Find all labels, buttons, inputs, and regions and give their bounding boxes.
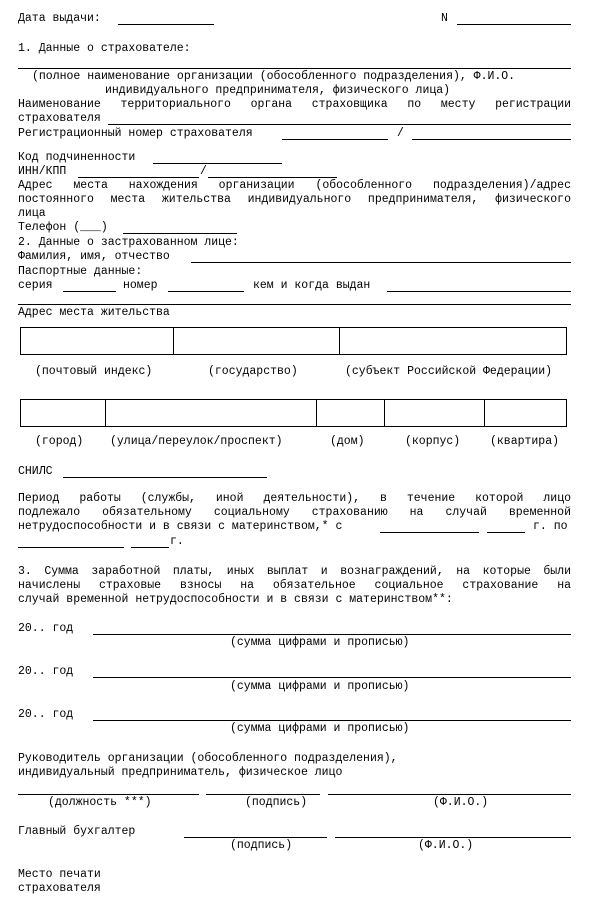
passport-number-label: номер — [123, 279, 158, 292]
period-line-3b: г. по — [533, 520, 568, 533]
subject-caption: (субъект Российской Федерации) — [345, 365, 553, 378]
address-grid-row2 — [20, 399, 567, 427]
phone-field[interactable] — [123, 233, 237, 234]
snils-label: СНИЛС — [18, 465, 53, 478]
kpp-field[interactable] — [208, 177, 337, 178]
accountant-signature-field[interactable] — [184, 837, 327, 838]
section1-title: 1. Данные о страхователе: — [18, 42, 191, 55]
head-label-1: Руководитель организации (обособленного подразделения), — [18, 752, 398, 765]
insurer-name-field[interactable] — [18, 68, 571, 69]
year-sum-field-3[interactable] — [93, 720, 571, 721]
period-to-year-field[interactable] — [131, 547, 169, 548]
city-cell[interactable] — [21, 400, 106, 426]
reg-slash: / — [397, 127, 404, 140]
issued-field[interactable] — [387, 291, 571, 292]
inn-label: ИНН/КПП — [18, 165, 67, 178]
fio-field[interactable] — [191, 262, 571, 263]
chief-accountant-label: Главный бухгалтер — [18, 825, 136, 838]
building-caption: (корпус) — [405, 435, 461, 448]
apartment-caption: (квартира) — [490, 435, 560, 448]
passport-number-field[interactable] — [168, 291, 244, 292]
postal-index-cell[interactable] — [21, 328, 174, 354]
state-caption: (государство) — [208, 365, 298, 378]
stamp-label-1: Место печати — [18, 868, 101, 881]
sum-caption-2: (сумма цифрами и прописью) — [230, 680, 410, 693]
reg-number-field-1[interactable] — [282, 139, 388, 140]
head-fio-caption: (Ф.И.О.) — [433, 796, 489, 809]
subordination-field[interactable] — [153, 163, 282, 164]
inn-field[interactable] — [78, 177, 199, 178]
postal-index-caption: (почтовый индекс) — [35, 365, 153, 378]
snils-field[interactable] — [63, 477, 267, 478]
period-to-field[interactable] — [18, 547, 124, 548]
territorial-field[interactable] — [108, 124, 571, 125]
section3-line-2: начислены страховые взносы на обязательное социальное страхование на — [18, 579, 571, 592]
territorial-label-2: страхователя — [18, 112, 101, 125]
head-label-2: индивидуальный предприниматель, физическое лицо — [18, 766, 343, 779]
period-from-year-field[interactable] — [487, 532, 525, 533]
issue-date-label: Дата выдачи: — [18, 12, 101, 25]
head-fio-field[interactable] — [328, 794, 571, 795]
year-label-1: 20.. год — [18, 622, 74, 635]
passport-label: Паспортные данные: — [18, 265, 143, 278]
address-label-3: лица — [18, 207, 46, 220]
inn-slash: / — [200, 165, 207, 178]
issue-date-field[interactable] — [118, 24, 214, 25]
head-signature-field[interactable] — [206, 794, 320, 795]
position-caption: (должность ***) — [48, 796, 152, 809]
year-label-3: 20.. год — [18, 708, 74, 721]
year-sum-field-2[interactable] — [93, 677, 571, 678]
accountant-fio-field[interactable] — [335, 837, 571, 838]
section2-title: 2. Данные о застрахованном лице: — [18, 236, 239, 249]
address-label-2: постоянного места жительства индивидуального предпринимателя, физического — [18, 193, 571, 206]
subordination-label: Код подчиненности — [18, 151, 136, 164]
residence-label: Адрес места жительства — [18, 306, 170, 319]
year-label-2: 20.. год — [18, 665, 74, 678]
reg-number-label: Регистрационный номер страхователя — [18, 127, 253, 140]
fio-label: Фамилия, имя, отчество — [18, 250, 170, 263]
city-caption: (город) — [35, 435, 84, 448]
street-caption: (улица/переулок/проспект) — [110, 435, 283, 448]
section3-line-3: случай временной нетрудоспособности и в связи с материнством**: — [18, 593, 453, 606]
period-line-3a: нетрудоспособности и в связи с материнством,* с — [18, 520, 343, 533]
accountant-signature-caption: (подпись) — [230, 839, 293, 852]
street-cell[interactable] — [106, 400, 317, 426]
number-field[interactable] — [457, 24, 571, 25]
sum-caption-1: (сумма цифрами и прописью) — [230, 636, 410, 649]
building-cell[interactable] — [385, 400, 485, 426]
period-line-2: подлежало обязательному социальному страхованию на случай временной — [18, 506, 571, 519]
house-caption: (дом) — [330, 435, 365, 448]
sum-caption-3: (сумма цифрами и прописью) — [230, 722, 410, 735]
address-grid-row1 — [20, 327, 567, 355]
subject-cell[interactable] — [340, 328, 566, 354]
issued-field-2[interactable] — [18, 304, 571, 305]
house-cell[interactable] — [317, 400, 385, 426]
reg-number-field-2[interactable] — [412, 139, 571, 140]
insurer-caption-2: индивидуального предпринимателя, физического лица) — [105, 84, 451, 97]
section3-line-1: 3. Сумма заработной платы, иных выплат и вознаграждений, на которые были — [18, 565, 571, 578]
series-label: серия — [18, 279, 53, 292]
year-sum-field-1[interactable] — [93, 634, 571, 635]
apartment-cell[interactable] — [485, 400, 566, 426]
period-line-4: г. — [170, 535, 184, 548]
address-label-1: Адрес места нахождения организации (обособленного подразделения)/адрес — [18, 179, 571, 192]
period-line-1: Период работы (службы, иной деятельности), в течение которой лицо — [18, 492, 571, 505]
stamp-label-2: страхователя — [18, 882, 101, 895]
series-field[interactable] — [63, 291, 116, 292]
head-signature-caption: (подпись) — [245, 796, 308, 809]
state-cell[interactable] — [174, 328, 340, 354]
number-label: N — [441, 12, 448, 25]
accountant-fio-caption: (Ф.И.О.) — [418, 839, 474, 852]
insurer-caption-1: (полное наименование организации (обособленного подразделения), Ф.И.О. — [32, 70, 516, 83]
head-position-field[interactable] — [18, 794, 199, 795]
issued-label: кем и когда выдан — [253, 279, 371, 292]
territorial-label-1: Наименование территориального органа страховщика по месту регистрации — [18, 98, 571, 111]
period-from-field[interactable] — [380, 532, 479, 533]
phone-label: Телефон (___) — [18, 221, 108, 234]
